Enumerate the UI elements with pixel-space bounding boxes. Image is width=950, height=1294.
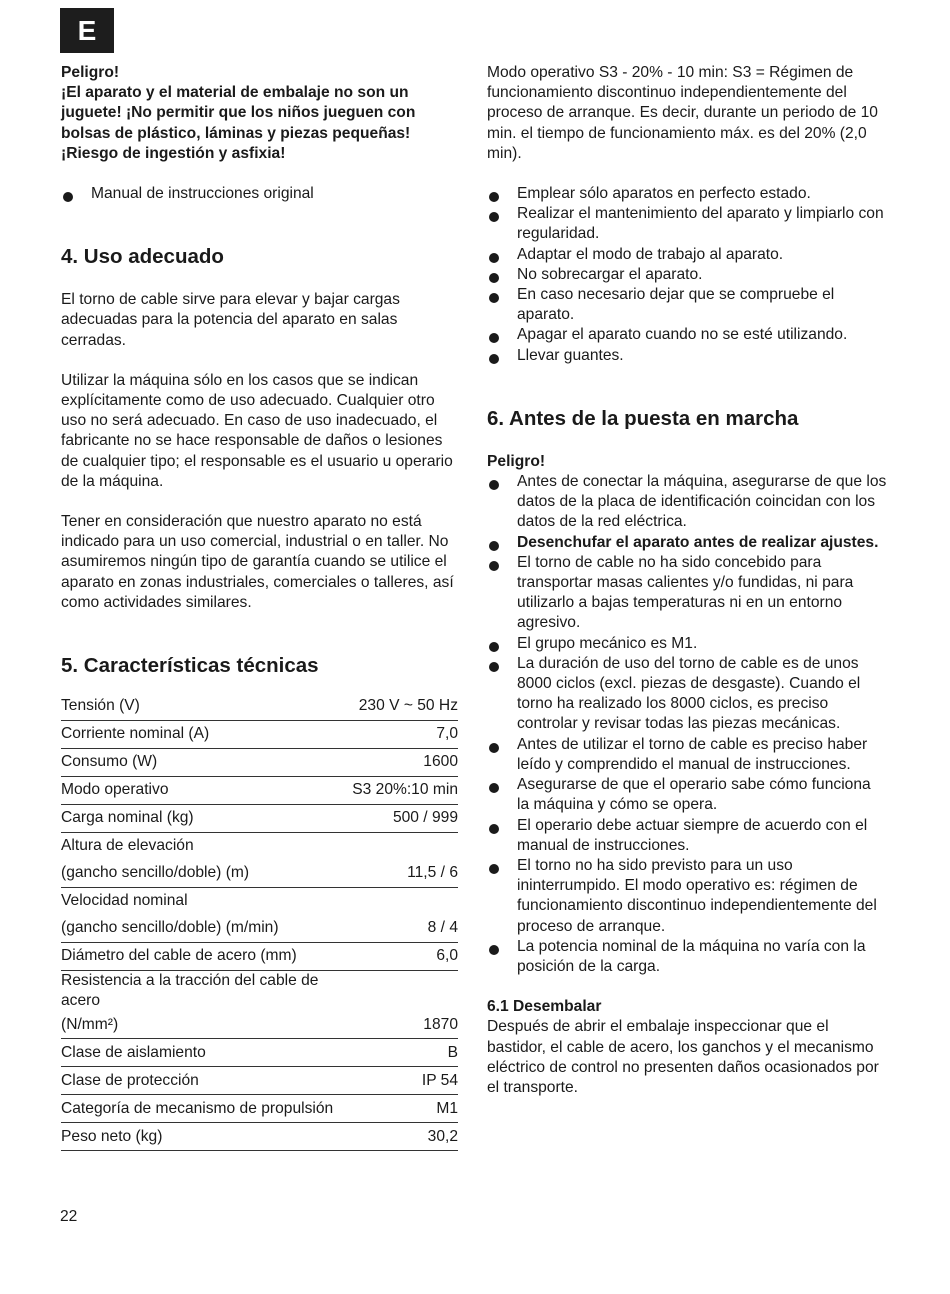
table-row [61, 721, 458, 749]
spec-label: Velocidad nominal [61, 892, 188, 910]
section-6-warning-title: Peligro! [487, 452, 546, 470]
spec-value: S3 20%:10 min [352, 777, 458, 805]
list-item: Realizar el mantenimiento del aparato y limpiarlo con regularidad. [487, 204, 887, 244]
spec-value: 230 V ~ 50 Hz [352, 693, 458, 721]
spec-value: 1600 [352, 749, 458, 777]
left-column [61, 63, 461, 1151]
page-number: 22 [60, 1208, 78, 1225]
operating-mode-text: Modo operativo S3 - 20% - 10 min: S3 = Régimen de funcionamiento discontinuo independientemente del proceso de arranque. Es decir, durante un periodo de 10 min. el tiempo de funcionamiento máx. es del 20% (2,0 min). [487, 64, 878, 162]
spec-value: IP 54 [352, 1067, 458, 1095]
list-item: Asegurarse de que el operario sabe cómo funciona la máquina y cómo se opera. [487, 775, 887, 815]
table-row [61, 805, 458, 833]
table-row [61, 860, 458, 888]
spec-value: 6,0 [352, 943, 458, 971]
list-item: Adaptar el modo de trabajo al aparato. [487, 245, 887, 265]
list-item: El torno de cable no ha sido concebido para transportar masas calientes y/o fundidas, ni para utilizarlo a bajas temperaturas ni en un entorno agresivo. [487, 553, 887, 634]
spec-value: 30,2 [352, 1123, 458, 1151]
spec-label: Consumo (W) [61, 749, 352, 777]
section-6-1-text: Después de abrir el embalaje inspeccionar que el bastidor, el cable de acero, los ganchos y el mecanismo eléctrico de control no presenten daños ocasionados por el transporte. [487, 1018, 879, 1096]
spec-label: Altura de elevación [61, 837, 194, 855]
spec-label-continued: (gancho sencillo/doble) (m) [61, 860, 352, 888]
spec-label: Modo operativo [61, 777, 352, 805]
usage-list [487, 184, 887, 366]
table-row [61, 777, 458, 805]
table-row [61, 1123, 458, 1151]
spec-value: 11,5 / 6 [352, 860, 458, 888]
spec-label: Peso neto (kg) [61, 1123, 352, 1151]
spec-label-continued: (gancho sencillo/doble) (m/min) [61, 915, 352, 943]
section-5-title: 5. Características técnicas [61, 654, 319, 678]
spec-label: Clase de protección [61, 1067, 352, 1095]
section-6-title: 6. Antes de la puesta en marcha [487, 406, 799, 430]
list-item: El grupo mecánico es M1. [487, 634, 887, 654]
list-item: La potencia nominal de la máquina no varía con la posición de la carga. [487, 937, 887, 977]
spec-label: Tensión (V) [61, 693, 352, 721]
spec-label-continued: (N/mm²) [61, 1011, 352, 1039]
warning-title: Peligro! [61, 64, 120, 81]
list-item: Emplear sólo aparatos en perfecto estado. [487, 184, 887, 204]
table-row [61, 1067, 458, 1095]
list-item: Apagar el aparato cuando no se esté utilizando. [487, 325, 887, 345]
right-column [487, 63, 887, 1098]
spec-label: Clase de aislamiento [61, 1039, 352, 1067]
table-row [61, 915, 458, 943]
section-4-paragraph-2: Utilizar la máquina sólo en los casos que se indican explícitamente como de uso adecuado. Cualquier otro uso no será adecuado. En caso de uso inadecuado, el fabricante no se hace responsable de daños o lesiones de cualquier tipo; el responsable es el usuario u operario de la máquina. [61, 371, 453, 490]
section-6-list [487, 472, 887, 977]
language-badge: E [60, 8, 114, 53]
spec-label: Diámetro del cable de acero (mm) [61, 943, 352, 971]
section-6-1-title: 6.1 Desembalar [487, 998, 602, 1016]
spec-value: 8 / 4 [352, 915, 458, 943]
table-row [61, 833, 458, 861]
table-row [61, 749, 458, 777]
spec-value: M1 [352, 1095, 458, 1123]
table-row [61, 943, 458, 971]
spec-label: Corriente nominal (A) [61, 721, 352, 749]
list-item: Llevar guantes. [487, 346, 887, 366]
table-row [61, 1039, 458, 1067]
warning-text: ¡El aparato y el material de embalaje no son un juguete! ¡No permitir que los niños jueguen con bolsas de plástico, láminas y piezas pequeñas! ¡Riesgo de ingestión y asfixia! [61, 84, 416, 162]
list-item: No sobrecargar el aparato. [487, 265, 887, 285]
section-4-paragraph-3: Tener en consideración que nuestro aparato no está indicado para un uso comercial, industrial o en taller. No asumiremos ningún tipo de garantía cuando se utilice el aparato en zonas industriales, comerciales o talleres, así como actividades similares. [61, 513, 454, 611]
list-item: La duración de uso del torno de cable es de unos 8000 ciclos (excl. piezas de desgaste). Cuando el torno ha realizado los 8000 ciclos, es preciso controlar y revisar todas las piezas mecánicas. [487, 654, 887, 735]
list-item: Desenchufar el aparato antes de realizar ajustes. [487, 533, 887, 553]
spec-value: 7,0 [352, 721, 458, 749]
list-item: El operario debe actuar siempre de acuerdo con el manual de instrucciones. [487, 816, 887, 856]
list-item: Antes de conectar la máquina, asegurarse de que los datos de la placa de identificación coincidan con los datos de la red eléctrica. [487, 472, 887, 533]
spec-label: Carga nominal (kg) [61, 805, 352, 833]
table-row [61, 888, 458, 916]
spec-label: Categoría de mecanismo de propulsión [61, 1095, 352, 1123]
list-item: El torno no ha sido previsto para un uso ininterrumpido. El modo operativo es: régimen de funcionamiento discontinuo independientemente del proceso de arranque. [487, 856, 887, 937]
specs-table [61, 693, 458, 1151]
table-row [61, 693, 458, 721]
section-4-paragraph-1: El torno de cable sirve para elevar y bajar cargas adecuadas para la potencia del aparato en salas cerradas. [61, 291, 400, 349]
list-item: Antes de utilizar el torno de cable es preciso haber leído y comprendido el manual de instrucciones. [487, 735, 887, 775]
list-item: Manual de instrucciones original [61, 184, 461, 204]
delivery-list [61, 184, 461, 204]
section-4-title: 4. Uso adecuado [61, 245, 224, 269]
spec-value: 500 / 999 [352, 805, 458, 833]
spec-value: B [352, 1039, 458, 1067]
spec-value: 1870 [352, 1011, 458, 1039]
table-row [61, 971, 458, 1012]
table-row [61, 1095, 458, 1123]
table-row [61, 1011, 458, 1039]
spec-label: Resistencia a la tracción del cable de acero [61, 972, 319, 1010]
list-item: En caso necesario dejar que se compruebe el aparato. [487, 285, 887, 325]
